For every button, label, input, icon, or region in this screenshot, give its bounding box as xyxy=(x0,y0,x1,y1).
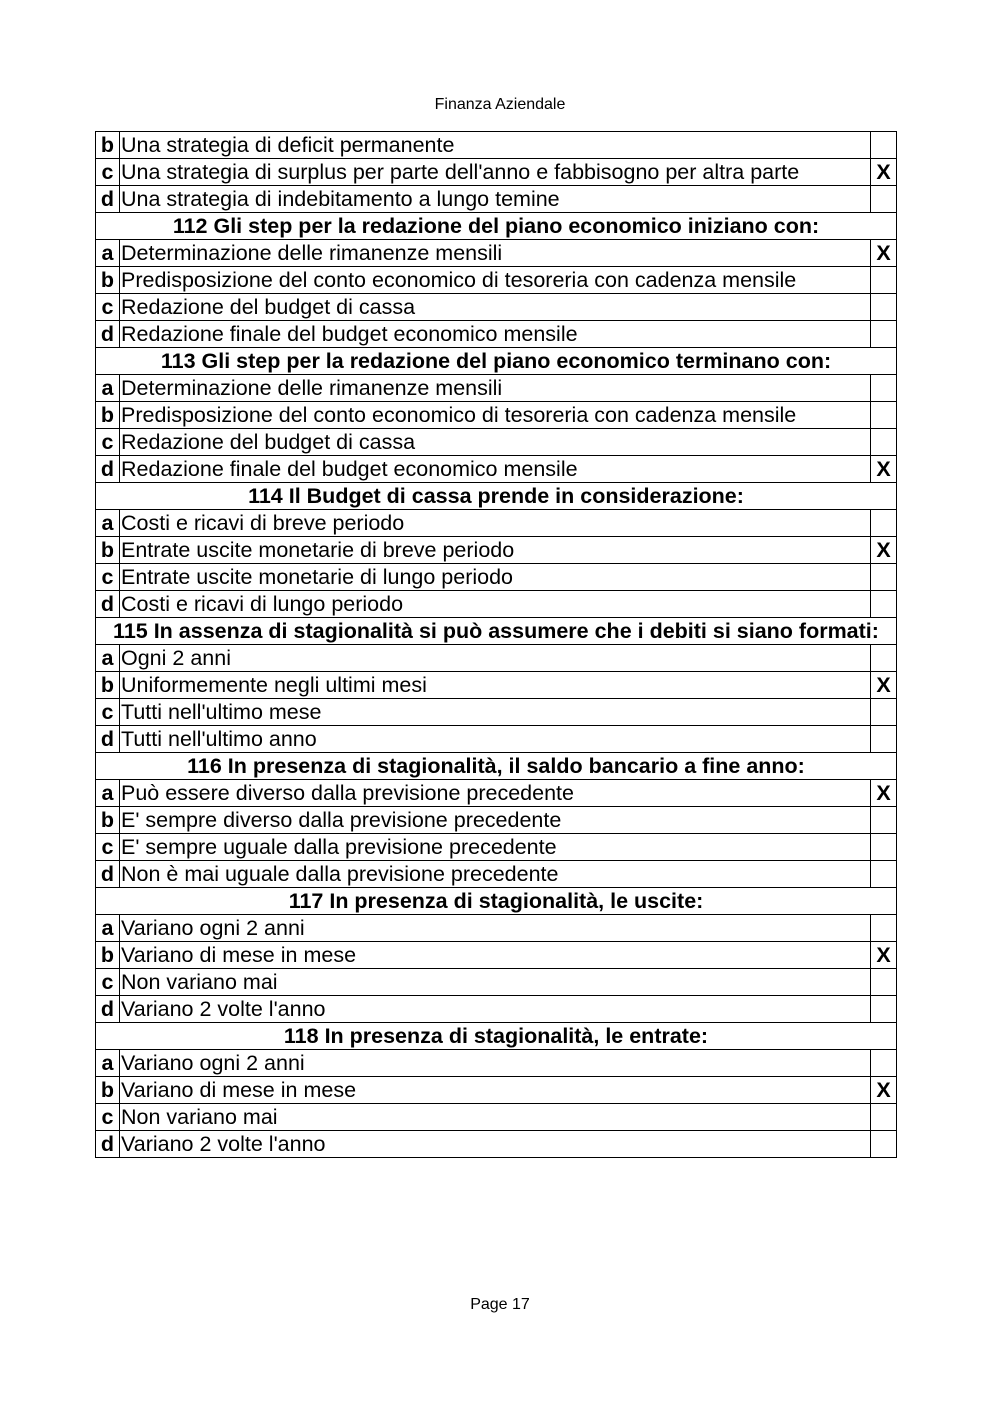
question-row xyxy=(96,348,897,375)
answer-letter: c xyxy=(96,1104,120,1131)
answer-row xyxy=(96,1131,897,1158)
answer-text: Entrate uscite monetarie di lungo periodo xyxy=(120,564,871,591)
question-text: 115 In assenza di stagionalità si può assumere che i debiti si siano formati: xyxy=(96,618,897,645)
answer-text: Costi e ricavi di breve periodo xyxy=(120,510,871,537)
correct-answer-mark: X xyxy=(871,159,897,186)
answer-letter: c xyxy=(96,834,120,861)
correct-answer-mark: X xyxy=(871,537,897,564)
question-text: 116 In presenza di stagionalità, il saldo bancario a fine anno: xyxy=(96,753,897,780)
answer-row xyxy=(96,834,897,861)
answer-letter: a xyxy=(96,1050,120,1077)
correct-answer-mark xyxy=(871,807,897,834)
answer-letter: d xyxy=(96,321,120,348)
answer-letter: c xyxy=(96,159,120,186)
answer-row xyxy=(96,186,897,213)
answer-row xyxy=(96,780,897,807)
question-row xyxy=(96,888,897,915)
answer-letter: a xyxy=(96,645,120,672)
answer-text: Determinazione delle rimanenze mensili xyxy=(120,375,871,402)
page-header-title: Finanza Aziendale xyxy=(434,96,566,113)
page-number: Page 17 xyxy=(470,1296,530,1313)
correct-answer-mark xyxy=(871,861,897,888)
question-row xyxy=(96,1023,897,1050)
question-text: 117 In presenza di stagionalità, le uscite: xyxy=(96,888,897,915)
correct-answer-mark xyxy=(871,645,897,672)
correct-answer-mark: X xyxy=(871,456,897,483)
answer-text: Predisposizione del conto economico di tesoreria con cadenza mensile xyxy=(120,402,871,429)
answer-row xyxy=(96,132,897,159)
answer-row xyxy=(96,1104,897,1131)
answer-row xyxy=(96,429,897,456)
answer-letter: b xyxy=(96,267,120,294)
correct-answer-mark xyxy=(871,1131,897,1158)
answer-letter: d xyxy=(96,726,120,753)
answer-text: Redazione del budget di cassa xyxy=(120,294,871,321)
answer-letter: b xyxy=(96,537,120,564)
correct-answer-mark xyxy=(871,186,897,213)
answer-row xyxy=(96,159,897,186)
correct-answer-mark xyxy=(871,429,897,456)
answer-letter: d xyxy=(96,861,120,888)
answer-letter: c xyxy=(96,429,120,456)
answer-text: Variano di mese in mese xyxy=(120,1077,871,1104)
answer-letter: b xyxy=(96,807,120,834)
answer-text: Redazione finale del budget economico mensile xyxy=(120,456,871,483)
correct-answer-mark xyxy=(871,267,897,294)
answer-letter: c xyxy=(96,564,120,591)
answer-row xyxy=(96,537,897,564)
answer-letter: d xyxy=(96,456,120,483)
correct-answer-mark xyxy=(871,510,897,537)
correct-answer-mark xyxy=(871,564,897,591)
correct-answer-mark xyxy=(871,402,897,429)
correct-answer-mark xyxy=(871,591,897,618)
question-row xyxy=(96,483,897,510)
answer-text: Una strategia di deficit permanente xyxy=(120,132,871,159)
answer-row xyxy=(96,726,897,753)
correct-answer-mark xyxy=(871,132,897,159)
correct-answer-mark xyxy=(871,969,897,996)
answer-letter: a xyxy=(96,510,120,537)
correct-answer-mark: X xyxy=(871,672,897,699)
answer-letter: b xyxy=(96,1077,120,1104)
answer-text: Variano 2 volte l'anno xyxy=(120,996,871,1023)
answer-text: Redazione del budget di cassa xyxy=(120,429,871,456)
question-text: 112 Gli step per la redazione del piano economico iniziano con: xyxy=(96,213,897,240)
question-text: 113 Gli step per la redazione del piano economico terminano con: xyxy=(96,348,897,375)
answer-text: Variano 2 volte l'anno xyxy=(120,1131,871,1158)
answer-text: E' sempre diverso dalla previsione precedente xyxy=(120,807,871,834)
answer-text: Variano ogni 2 anni xyxy=(120,1050,871,1077)
answer-text: Variano ogni 2 anni xyxy=(120,915,871,942)
answer-letter: d xyxy=(96,996,120,1023)
answer-row xyxy=(96,861,897,888)
answer-text: Redazione finale del budget economico mensile xyxy=(120,321,871,348)
answer-text: Una strategia di indebitamento a lungo temine xyxy=(120,186,871,213)
quiz-table-body xyxy=(96,132,897,1158)
answer-text: Non è mai uguale dalla previsione precedente xyxy=(120,861,871,888)
answer-row xyxy=(96,564,897,591)
answer-row xyxy=(96,699,897,726)
answer-text: Determinazione delle rimanenze mensili xyxy=(120,240,871,267)
question-text: 114 Il Budget di cassa prende in considerazione: xyxy=(96,483,897,510)
correct-answer-mark xyxy=(871,375,897,402)
answer-letter: a xyxy=(96,780,120,807)
answer-letter: c xyxy=(96,969,120,996)
answer-row xyxy=(96,402,897,429)
answer-row xyxy=(96,456,897,483)
answer-text: Ogni 2 anni xyxy=(120,645,871,672)
answer-letter: b xyxy=(96,672,120,699)
correct-answer-mark: X xyxy=(871,240,897,267)
answer-row xyxy=(96,267,897,294)
answer-row xyxy=(96,1050,897,1077)
correct-answer-mark xyxy=(871,996,897,1023)
answer-row xyxy=(96,591,897,618)
answer-letter: b xyxy=(96,132,120,159)
answer-row xyxy=(96,942,897,969)
answer-text: Non variano mai xyxy=(120,1104,871,1131)
answer-text: Tutti nell'ultimo mese xyxy=(120,699,871,726)
answer-text: Variano di mese in mese xyxy=(120,942,871,969)
answer-letter: c xyxy=(96,699,120,726)
answer-letter: b xyxy=(96,942,120,969)
answer-letter: d xyxy=(96,591,120,618)
answer-row xyxy=(96,294,897,321)
answer-row xyxy=(96,510,897,537)
correct-answer-mark: X xyxy=(871,1077,897,1104)
answer-row xyxy=(96,645,897,672)
correct-answer-mark: X xyxy=(871,942,897,969)
correct-answer-mark xyxy=(871,726,897,753)
question-row xyxy=(96,213,897,240)
answer-text: Predisposizione del conto economico di tesoreria con cadenza mensile xyxy=(120,267,871,294)
answer-letter: a xyxy=(96,240,120,267)
answer-text: Può essere diverso dalla previsione precedente xyxy=(120,780,871,807)
answer-row xyxy=(96,915,897,942)
question-row xyxy=(96,618,897,645)
answer-letter: c xyxy=(96,294,120,321)
correct-answer-mark xyxy=(871,321,897,348)
quiz-table xyxy=(95,131,897,1158)
answer-letter: d xyxy=(96,1131,120,1158)
answer-row xyxy=(96,1077,897,1104)
answer-text: Costi e ricavi di lungo periodo xyxy=(120,591,871,618)
answer-row xyxy=(96,240,897,267)
answer-row xyxy=(96,672,897,699)
answer-text: Una strategia di surplus per parte dell'anno e fabbisogno per altra parte xyxy=(120,159,871,186)
answer-text: Tutti nell'ultimo anno xyxy=(120,726,871,753)
answer-row xyxy=(96,807,897,834)
correct-answer-mark xyxy=(871,1104,897,1131)
answer-letter: a xyxy=(96,915,120,942)
correct-answer-mark xyxy=(871,915,897,942)
correct-answer-mark xyxy=(871,294,897,321)
answer-letter: d xyxy=(96,186,120,213)
correct-answer-mark: X xyxy=(871,780,897,807)
answer-row xyxy=(96,321,897,348)
answer-text: Entrate uscite monetarie di breve periodo xyxy=(120,537,871,564)
answer-row xyxy=(96,996,897,1023)
correct-answer-mark xyxy=(871,834,897,861)
question-row xyxy=(96,753,897,780)
answer-text: E' sempre uguale dalla previsione precedente xyxy=(120,834,871,861)
correct-answer-mark xyxy=(871,699,897,726)
answer-text: Non variano mai xyxy=(120,969,871,996)
correct-answer-mark xyxy=(871,1050,897,1077)
answer-letter: b xyxy=(96,402,120,429)
answer-text: Uniformemente negli ultimi mesi xyxy=(120,672,871,699)
answer-letter: a xyxy=(96,375,120,402)
answer-row xyxy=(96,969,897,996)
question-text: 118 In presenza di stagionalità, le entrate: xyxy=(96,1023,897,1050)
answer-row xyxy=(96,375,897,402)
